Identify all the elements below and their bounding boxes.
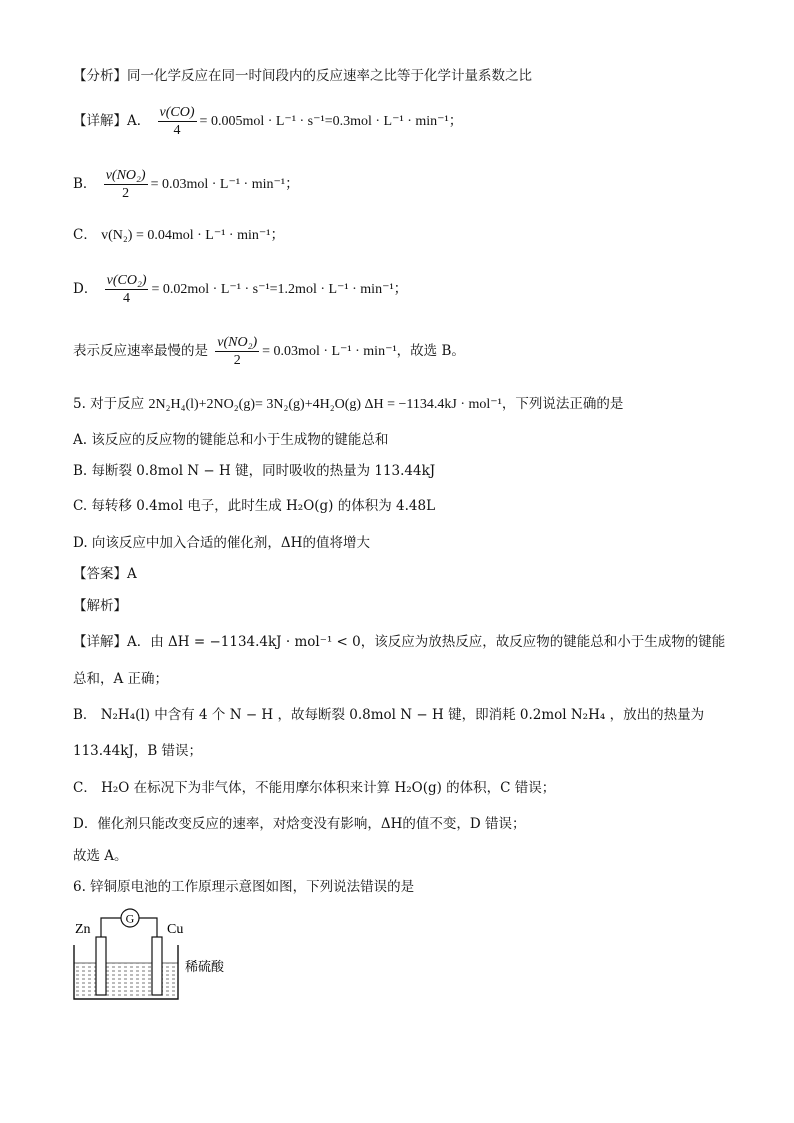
- q5-option-b: B. 每断裂 0.8mol N − H 键，同时吸收的热量为 113.44kJ: [73, 463, 436, 479]
- q5-option-c: C. 每转移 0.4mol 电子，此时生成 H₂O(g) 的体积为 4.48L: [73, 498, 436, 514]
- solution-label: 稀硫酸: [185, 960, 225, 975]
- fraction-b-denominator: 2: [122, 186, 130, 201]
- q5-stem-suffix: ，下列说法正确的是: [501, 396, 624, 412]
- copper-label: Cu: [167, 922, 184, 937]
- conclusion-expression: = 0.03mol · L⁻¹ · min⁻¹: [262, 344, 397, 359]
- expression-d: = 0.02mol · L⁻¹ · s⁻¹=1.2mol · L⁻¹ · min⁻¹；: [151, 282, 408, 297]
- answer-value: A: [127, 566, 137, 582]
- detail-b-line: [73, 167, 299, 202]
- fraction-a-numerator: v(CO): [159, 105, 195, 120]
- analysis-tag: 【分析】: [73, 68, 127, 84]
- option-d-label: D．: [73, 281, 98, 297]
- analysis-line: [73, 70, 532, 84]
- detail-tag: 【详解】: [73, 113, 127, 129]
- q5-detail-line-6: D．催化剂只能改变反应的速率，对焓变没有影响，ΔH的值不变，D 错误；: [73, 816, 526, 832]
- fraction-d-denominator: 4: [123, 291, 131, 306]
- zinc-electrode: [96, 937, 106, 995]
- q6-stem: 6. 锌铜原电池的工作原理示意图如图，下列说法错误的是: [73, 879, 415, 895]
- q5-answer-line: [73, 568, 137, 582]
- galvanic-cell-diagram: [70, 905, 250, 1005]
- q5-detail-line-1: [73, 636, 725, 650]
- zinc-label: Zn: [75, 922, 91, 937]
- fraction-conclusion: [215, 334, 259, 369]
- detail-c-line: [73, 229, 284, 243]
- q5-stem-prefix: 5. 对于反应: [73, 396, 145, 412]
- detail-a-line: [73, 104, 463, 139]
- q5-detail-line-2: 总和，A 正确；: [73, 671, 169, 687]
- fraction-d-numerator: v(CO₂): [106, 273, 147, 288]
- conclusion-prefix: 表示反应速率最慢的是: [73, 343, 208, 359]
- fraction-conclusion-denominator: 2: [233, 353, 241, 368]
- right-wire: [139, 918, 157, 937]
- expression-c: v(N₂) = 0.04mol · L⁻¹ · min⁻¹；: [101, 228, 285, 243]
- q5-detail-line-3: B． N₂H₄(l) 中含有 4 个 N − H ，故每断裂 0.8mol N − H 键，即消耗 0.2mol N₂H₄ ，放出的热量为: [73, 707, 705, 723]
- q5-detail-line-5: C． H₂O 在标况下为非气体，不能用摩尔体积来计算 H₂O(g) 的体积，C 错误；: [73, 780, 556, 796]
- fraction-b: [104, 167, 148, 202]
- q5-stem: [73, 398, 623, 412]
- expression-b: = 0.03mol · L⁻¹ · min⁻¹；: [150, 177, 300, 192]
- fraction-b-numerator: v(NO₂): [105, 168, 146, 183]
- q5-detail-tag: 【详解】: [73, 634, 127, 650]
- q5-detail-text-1: A．由 ΔH = −1134.4kJ · mol⁻¹ < 0，该反应为放热反应，故反应物的键能总和小于生成物的键能: [127, 634, 726, 650]
- q5-equation: 2N₂H₄(l)+2NO₂(g)= 3N₂(g)+4H₂O(g) ΔH = −1134.4kJ · mol⁻¹: [148, 397, 502, 412]
- conclusion-line: [73, 334, 465, 369]
- fraction-a-denominator: 4: [173, 123, 181, 138]
- option-a-label: A．: [127, 113, 151, 129]
- explain-tag: 【解析】: [73, 598, 127, 614]
- fraction-a: [158, 104, 197, 139]
- option-c-label: C．: [73, 227, 97, 243]
- galvanometer-label: G: [125, 911, 135, 926]
- option-b-label: B．: [73, 176, 97, 192]
- conclusion-suffix: ，故选 B。: [396, 343, 465, 359]
- copper-electrode: [152, 937, 162, 995]
- analysis-text: 同一化学反应在同一时间段内的反应速率之比等于化学计量系数之比: [127, 68, 532, 84]
- fraction-conclusion-numerator: v(NO₂): [217, 335, 258, 350]
- left-wire: [101, 918, 121, 937]
- q5-detail-line-7: 故选 A。: [73, 848, 128, 864]
- answer-tag: 【答案】: [73, 566, 127, 582]
- q5-option-d: D. 向该反应中加入合适的催化剂，ΔH的值将增大: [73, 535, 370, 551]
- expression-a: = 0.005mol · L⁻¹ · s⁻¹=0.3mol · L⁻¹ · min⁻¹；: [199, 114, 463, 129]
- q5-option-a: A. 该反应的反应物的键能总和小于生成物的键能总和: [73, 432, 389, 448]
- detail-d-line: [73, 272, 408, 307]
- fraction-d: [105, 272, 149, 307]
- q5-detail-line-4: 113.44kJ，B 错误；: [73, 743, 203, 759]
